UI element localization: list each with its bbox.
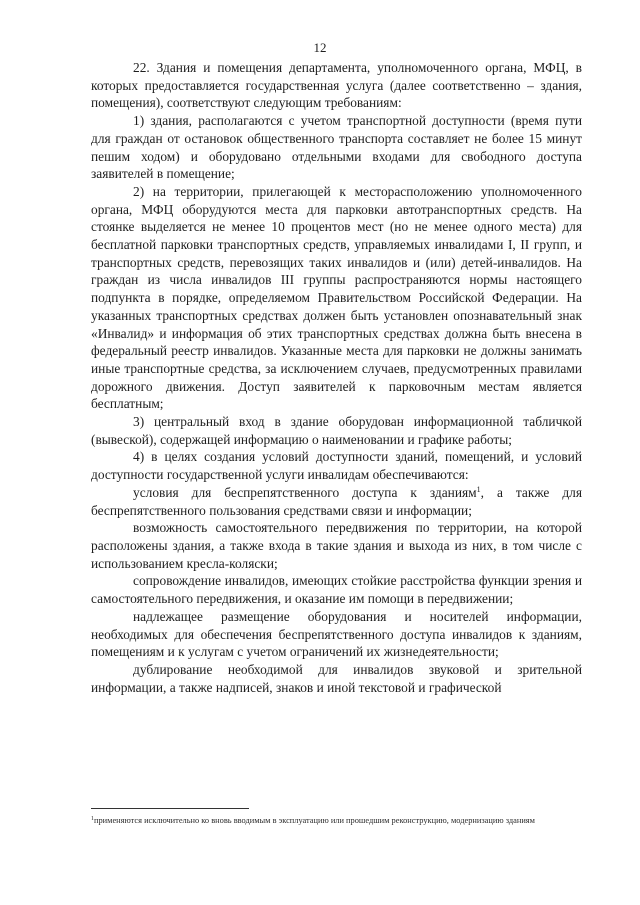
- paragraph-duplication: дублирование необходимой для инвалидов звуковой и зрительной информации, а также надписей, знаков и иной текстовой и графической: [91, 661, 582, 695]
- paragraph-access-conditions: [91, 484, 582, 519]
- body-text: [91, 59, 582, 696]
- footnote-mark: 1: [91, 816, 94, 822]
- paragraph-22: 22. Здания и помещения департамента, уполномоченного органа, МФЦ, в которых предоставляется государственная услуга (далее соответственно – здания, помещения), соответствуют следующим требованиям:: [91, 60, 582, 111]
- paragraph-equipment: надлежащее размещение оборудования и носителей информации, необходимых для обеспечения беспрепятственного доступа инвалидов к зданиям, помещениям и к услугам с учетом ограничений их жизнедеятельности;: [91, 608, 582, 660]
- paragraph-item-3: 3) центральный вход в здание оборудован информационной табличкой (вывеской), содержащей информацию о наименовании и графике работы;: [91, 414, 582, 447]
- paragraph-escort: сопровождение инвалидов, имеющих стойкие расстройства функции зрения и самостоятельного передвижения, и оказание им помощи в передвижении;: [91, 573, 582, 607]
- footnote: [91, 815, 582, 827]
- footnote-reference[interactable]: 1: [476, 484, 481, 494]
- paragraph-item-1: 1) здания, располагаются с учетом транспортной доступности (время пути для граждан от остановок общественного транспорта составляет не более 15 минут пешим ходом) и оборудовано отдельными входами для свободного доступа заявителей в помещение;: [91, 113, 582, 182]
- footnote-separator: [91, 808, 249, 809]
- access-conditions-text: условия для беспрепятственного доступа к зданиям: [133, 484, 477, 500]
- paragraph-item-4: 4) в целях создания условий доступности зданий, помещений, и условий доступности государственной услуги инвалидам обеспечиваются:: [91, 449, 582, 483]
- paragraph-item-2: 2) на территории, прилегающей к месторасположению уполномоченного органа, МФЦ оборудуются места для парковки автотранспортных средств. На стоянке выделяется не менее 10 процентов мест (но не менее одного места) для бесплатной парковки транспортных средств, управляемых инвалидами I, II групп, и транспортных средств, перевозящих таких инвалидов и (или) детей-инвалидов. На граждан из числа инвалидов III группы распространяются нормы настоящего подпункта в порядке, определяемом Правительством Российской Федерации. На указанных транспортных средствах должен быть установлен опознавательный знак «Инвалид» и информация об этих транспортных средствах должна быть внесена в федеральный реестр инвалидов. Указанные места для парковки не должны занимать иные транспортные средства, за исключением случаев, предусмотренных правилами дорожного движения. Доступ заявителей к парковочным местам является бесплатным;: [91, 183, 582, 412]
- access-conditions-text-continued: , а также для беспрепятственного пользования средствами связи и информации;: [91, 484, 582, 518]
- page-number: 12: [313, 40, 327, 55]
- paragraph-movement: возможность самостоятельного передвижения по территории, на которой расположены здания, а также входа в такие здания и выхода из них, в том числе с использованием кресла-коляски;: [91, 520, 582, 571]
- footnote-text: применяются исключительно ко вновь вводимым в эксплуатацию или прошедшим реконструкцию, модернизацию зданиям: [94, 816, 535, 825]
